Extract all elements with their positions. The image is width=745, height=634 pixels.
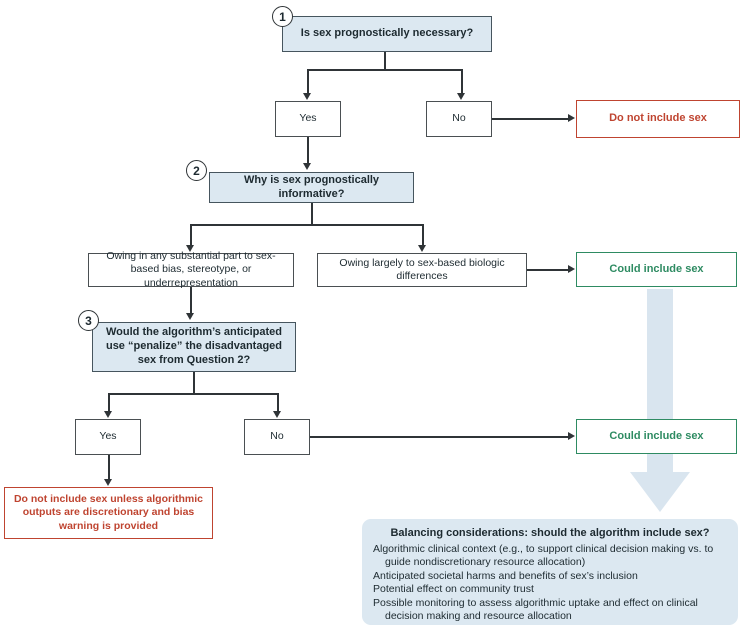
connector-line — [492, 118, 568, 120]
arrowhead-down — [273, 411, 281, 418]
connector-line — [311, 203, 313, 224]
q1-yes-box — [275, 101, 341, 137]
balancing-item: Anticipated societal harms and benefits of sex’s inclusion — [373, 569, 638, 582]
question-1-text: Is sex prognostically necessary? — [300, 27, 474, 40]
outcome-could-include-1-text: Could include sex — [609, 262, 704, 275]
balancing-item: Potential effect on community trust — [373, 583, 534, 596]
connector-line — [461, 69, 463, 93]
arrowhead-right — [568, 265, 575, 273]
branch-biologic-box — [317, 253, 527, 287]
connector-line — [108, 393, 278, 395]
balancing-item: Algorithmic clinical context (e.g., to support clinical decision making vs. to guide nondiscretionary resource allocation) — [373, 543, 714, 569]
question-2-number: 2 — [193, 163, 200, 178]
q3-no-label: No — [270, 430, 284, 443]
q1-no-label: No — [452, 112, 466, 125]
arrowhead-down — [457, 93, 465, 100]
connector-line — [307, 137, 309, 163]
question-3-text: Would the algorithm’s anticipated use “penalize” the disadvantaged sex from Question 2? — [105, 326, 283, 366]
balancing-title: Balancing considerations: should the algorithm include sex? — [390, 527, 710, 539]
big-flow-arrow-head — [630, 472, 690, 512]
q1-yes-label: Yes — [299, 112, 317, 125]
connector-line — [307, 69, 309, 93]
connector-line — [193, 372, 195, 393]
arrowhead-down — [104, 411, 112, 418]
connector-line — [307, 69, 462, 71]
connector-line — [190, 224, 192, 245]
connector-line — [384, 52, 386, 70]
outcome-do-not-include-box — [576, 100, 740, 138]
connector-line — [108, 455, 110, 479]
connector-line — [190, 287, 192, 313]
outcome-could-include-2-box — [576, 419, 737, 454]
arrowhead-down — [418, 245, 426, 252]
question-1-number: 1 — [279, 9, 286, 24]
arrowhead-down — [186, 313, 194, 320]
question-3-number: 3 — [85, 313, 92, 328]
branch-bias-box — [88, 250, 294, 289]
question-3-number-badge — [78, 310, 99, 331]
outcome-could-include-2-text: Could include sex — [609, 429, 704, 442]
connector-line — [108, 393, 110, 411]
arrowhead-right — [568, 114, 575, 122]
outcome-do-not-include-text: Do not include sex — [609, 112, 707, 125]
q3-no-box — [244, 419, 310, 455]
question-2-text: Why is sex prognostically informative? — [243, 173, 380, 200]
arrowhead-down — [303, 163, 311, 170]
question-2-number-badge — [186, 160, 207, 181]
connector-line — [422, 224, 424, 245]
arrowhead-right — [568, 432, 575, 440]
question-1-number-badge — [272, 6, 293, 27]
branch-bias-text: Owing in any substantial part to sex-based bias, stereotype, or underrepresentation — [106, 250, 276, 289]
question-3-box — [92, 322, 296, 372]
outcome-do-not-include-unless-box — [4, 487, 213, 539]
q1-no-box — [426, 101, 492, 137]
balancing-considerations-box — [362, 519, 738, 625]
connector-line — [277, 393, 279, 411]
outcome-do-not-include-unless-text: Do not include sex unless algorithmic outputs are discretionary and bias warning is provided — [13, 493, 204, 532]
outcome-could-include-1-box — [576, 252, 737, 287]
connector-line — [527, 269, 568, 271]
arrowhead-down — [303, 93, 311, 100]
balancing-item: Possible monitoring to assess algorithmic uptake and effect on clinical decision making and resource allocation — [373, 596, 698, 623]
question-2-box — [209, 172, 414, 203]
branch-biologic-text: Owing largely to sex-based biologic differences — [339, 256, 505, 282]
balancing-list — [373, 543, 727, 624]
arrowhead-down — [104, 479, 112, 486]
q3-yes-box — [75, 419, 141, 455]
connector-line — [310, 436, 568, 438]
question-1-box — [282, 16, 492, 52]
q3-yes-label: Yes — [99, 430, 117, 443]
connector-line — [190, 224, 423, 226]
